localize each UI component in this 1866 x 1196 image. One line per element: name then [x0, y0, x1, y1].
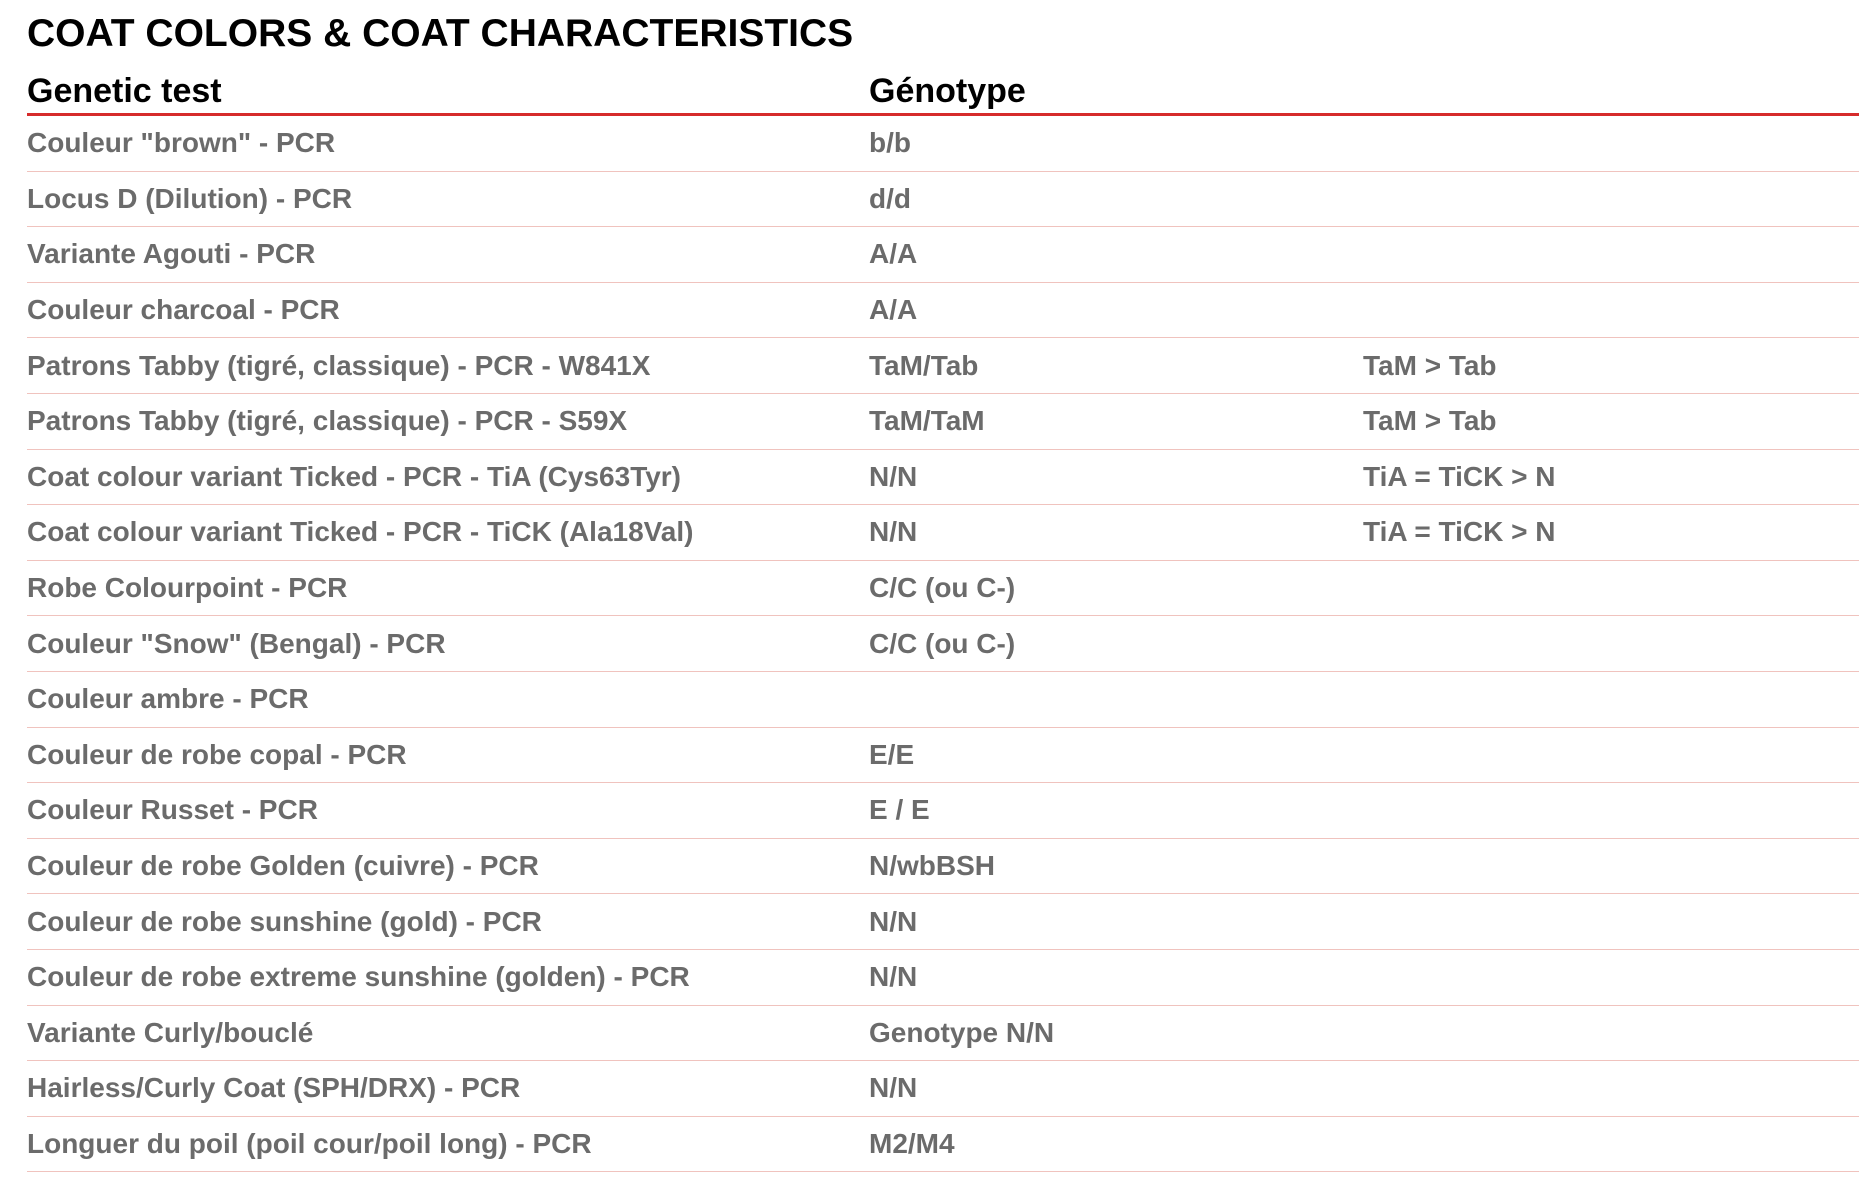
genotype-cell: C/C (ou C-): [869, 627, 1016, 659]
genetic-test-cell: Couleur "brown" - PCR: [27, 127, 336, 159]
genotype-cell: d/d: [869, 182, 911, 214]
table-header-row: [27, 66, 1859, 116]
genetic-test-cell: Couleur Russet - PCR: [27, 794, 318, 826]
genetic-test-cell: Robe Colourpoint - PCR: [27, 572, 348, 604]
dominance-note-cell: TaM > Tab: [1363, 349, 1497, 381]
genotype-cell: M2/M4: [869, 1127, 955, 1159]
genotype-cell: A/A: [869, 238, 918, 270]
table-row: [27, 450, 1859, 506]
table-row: [27, 172, 1859, 228]
table-row: [27, 950, 1859, 1006]
genetic-test-cell: Couleur de robe copal - PCR: [27, 738, 407, 770]
table-row: [27, 672, 1859, 728]
dominance-note-cell: TiA = TiCK > N: [1363, 460, 1556, 492]
genetic-test-cell: Variante Curly/bouclé: [27, 1016, 314, 1048]
genotype-cell: N/wbBSH: [869, 850, 995, 882]
header-note: [1363, 66, 1859, 113]
genetic-test-cell: Coat colour variant Ticked - PCR - TiCK (Ala18Val): [27, 516, 694, 548]
table-row: [27, 616, 1859, 672]
table-row: [27, 1006, 1859, 1062]
genetic-test-cell: Patrons Tabby (tigré, classique) - PCR - W841X: [27, 349, 651, 381]
genotype-cell: N/N: [869, 905, 918, 937]
genotype-cell: Genotype N/N: [869, 1016, 1055, 1048]
genotype-cell: N/N: [869, 516, 918, 548]
table-row: [27, 783, 1859, 839]
page-title: COAT COLORS & COAT CHARACTERISTICS: [27, 12, 854, 55]
genotype-cell: TaM/Tab: [869, 349, 979, 381]
table-row: [27, 839, 1859, 895]
genetic-test-cell: Couleur de robe sunshine (gold) - PCR: [27, 905, 542, 937]
dominance-note-cell: TiA = TiCK > N: [1363, 516, 1556, 548]
header-genetic-test: Genetic test: [27, 72, 222, 110]
genetic-test-cell: Locus D (Dilution) - PCR: [27, 182, 353, 214]
genetic-test-cell: Longuer du poil (poil cour/poil long) - PCR: [27, 1127, 592, 1159]
table-row: [27, 1117, 1859, 1173]
table-row: [27, 116, 1859, 172]
genotype-cell: N/N: [869, 961, 918, 993]
table-row: [27, 561, 1859, 617]
genotype-cell: b/b: [869, 127, 911, 159]
header-genotype: Génotype: [869, 72, 1026, 110]
table-row: [27, 505, 1859, 561]
genotype-cell: C/C (ou C-): [869, 572, 1016, 604]
genetic-test-cell: Couleur charcoal - PCR: [27, 294, 340, 326]
genetic-results-table: [27, 66, 1859, 1172]
table-row: [27, 394, 1859, 450]
genotype-cell: E/E: [869, 738, 915, 770]
genotype-cell: E / E: [869, 794, 930, 826]
genotype-cell: N/N: [869, 460, 918, 492]
table-row: [27, 283, 1859, 339]
genetic-test-cell: Couleur de robe Golden (cuivre) - PCR: [27, 850, 539, 882]
genetic-test-cell: Couleur "Snow" (Bengal) - PCR: [27, 627, 446, 659]
table-row: [27, 1061, 1859, 1117]
genetic-test-cell: Hairless/Curly Coat (SPH/DRX) - PCR: [27, 1072, 521, 1104]
dominance-note-cell: TaM > Tab: [1363, 405, 1497, 437]
table-row: [27, 894, 1859, 950]
genotype-cell: TaM/TaM: [869, 405, 985, 437]
table-body: [27, 116, 1859, 1172]
genetic-test-cell: Couleur de robe extreme sunshine (golden) - PCR: [27, 961, 690, 993]
genotype-cell: A/A: [869, 294, 918, 326]
genetic-test-cell: Variante Agouti - PCR: [27, 238, 316, 270]
genotype-cell: N/N: [869, 1072, 918, 1104]
genetic-test-cell: Couleur ambre - PCR: [27, 683, 309, 715]
table-row: [27, 728, 1859, 784]
table-row: [27, 227, 1859, 283]
genetic-test-cell: Coat colour variant Ticked - PCR - TiA (Cys63Tyr): [27, 460, 682, 492]
table-row: [27, 338, 1859, 394]
genetic-test-cell: Patrons Tabby (tigré, classique) - PCR - S59X: [27, 405, 628, 437]
